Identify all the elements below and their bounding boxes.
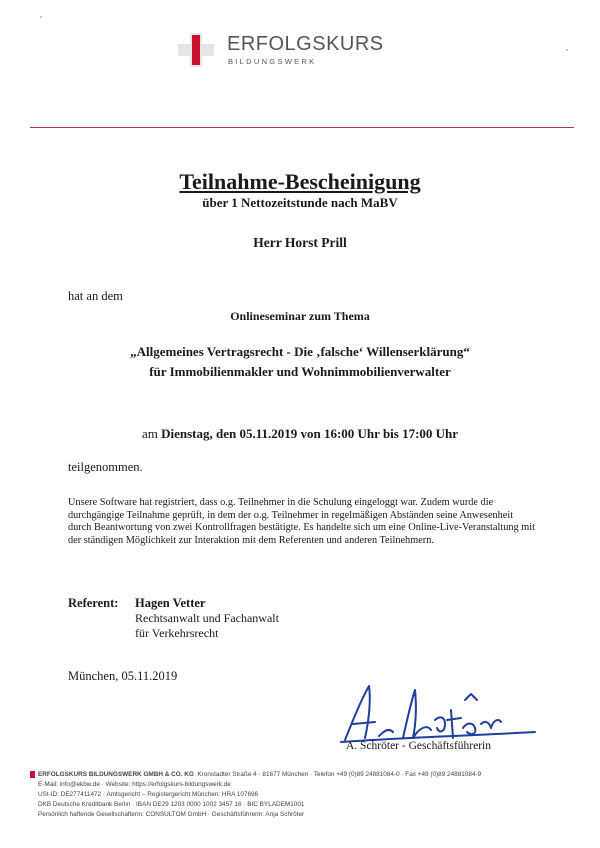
footer-address: Kronstadter Straße 4 · 81677 München · Telefon +49 (0)89 24881084-0 · Fax +49 (0)89 24881084-9 (197, 771, 482, 778)
place-date: München, 05.11.2019 (68, 669, 178, 683)
footer-line-4: DKB Deutsche Kreditbank Berlin · IBAN DE29 1203 0000 1002 3457 16 · BIC BYLADEM1001 (38, 801, 305, 808)
date-line (0, 425, 600, 442)
letterhead-footer (38, 770, 481, 820)
referent-title-line-1: Rechtsanwalt und Fachanwalt (135, 611, 279, 625)
logo-cross-icon (178, 33, 214, 67)
date-prefix: am (141, 426, 158, 441)
signatory-name: A. Schröter (346, 740, 400, 752)
completed-text: teilgenommen. (68, 460, 143, 474)
intro-text: hat an dem (68, 289, 123, 303)
logo-subtitle: BILDUNGSWERK (228, 57, 317, 66)
referent-title-line-2: für Verkehrsrecht (135, 626, 219, 640)
logo-name: ERFOLGSKURS (227, 33, 384, 55)
footer-line-2: E-Mail: info@ekbw.de · Website: https://erfolgskurs-bildungswerk.de (38, 781, 231, 788)
recipient-name: Herr Horst Prill (253, 235, 347, 250)
signatory (346, 739, 491, 753)
referent-label: Referent: (68, 596, 119, 610)
certificate-title: Teilnahme-Bescheinigung (179, 169, 421, 194)
certificate-subtitle: über 1 Nettozeitstunde nach MaBV (202, 195, 398, 210)
handwritten-signature (335, 680, 545, 748)
footer-company: ERFOLGSKURS BILDUNGSWERK GMBH & CO. KG (38, 771, 194, 778)
date-text: Dienstag, den 05.11.2019 von 16:00 Uhr bis 17:00 Uhr (161, 426, 459, 441)
signatory-separator: - (399, 740, 409, 752)
signatory-role: Geschäftsführerin (408, 740, 491, 752)
footer-line-5: Persönlich haftende Gesellschafterin: CONSULTOM GmbH · Geschäftsführerin: Anja Schröter (38, 811, 305, 818)
referent-name: Hagen Vetter (135, 596, 206, 610)
footer-line-1 (38, 770, 481, 780)
topic-line-2: für Immobilienmakler und Wohnimmobilienverwalter (149, 364, 451, 379)
footer-logo-mark (30, 771, 35, 778)
verification-paragraph: Unsere Software hat registriert, dass o.g. Teilnehmer in die Schulung eingeloggt war. Zudem wurde die durchgängige Teilnahme geprüft, in dem der o.g. Teilnehmer in regelmäßigen Abständen seine Anwesenheit durch Beantwortung von zwei Kontrollfragen bestätigte. Es handelte sich um eine Online-Live-Veranstaltung mit der ständigen Möglichkeit zur Interaktion mit dem Referenten und anderen Teilnehmern. (68, 497, 535, 546)
header-divider (30, 127, 574, 128)
seminar-label: Onlineseminar zum Thema (230, 309, 370, 323)
footer-line-3: USt-ID: DE277411472 · Amtsgericht – Registergericht München: HRA 107696 (38, 791, 259, 798)
topic-line-1: „Allgemeines Vertragsrecht - Die ‚falsche‘ Willenserklärung“ (130, 344, 470, 359)
scan-speck (40, 16, 42, 18)
scan-speck (566, 49, 568, 51)
